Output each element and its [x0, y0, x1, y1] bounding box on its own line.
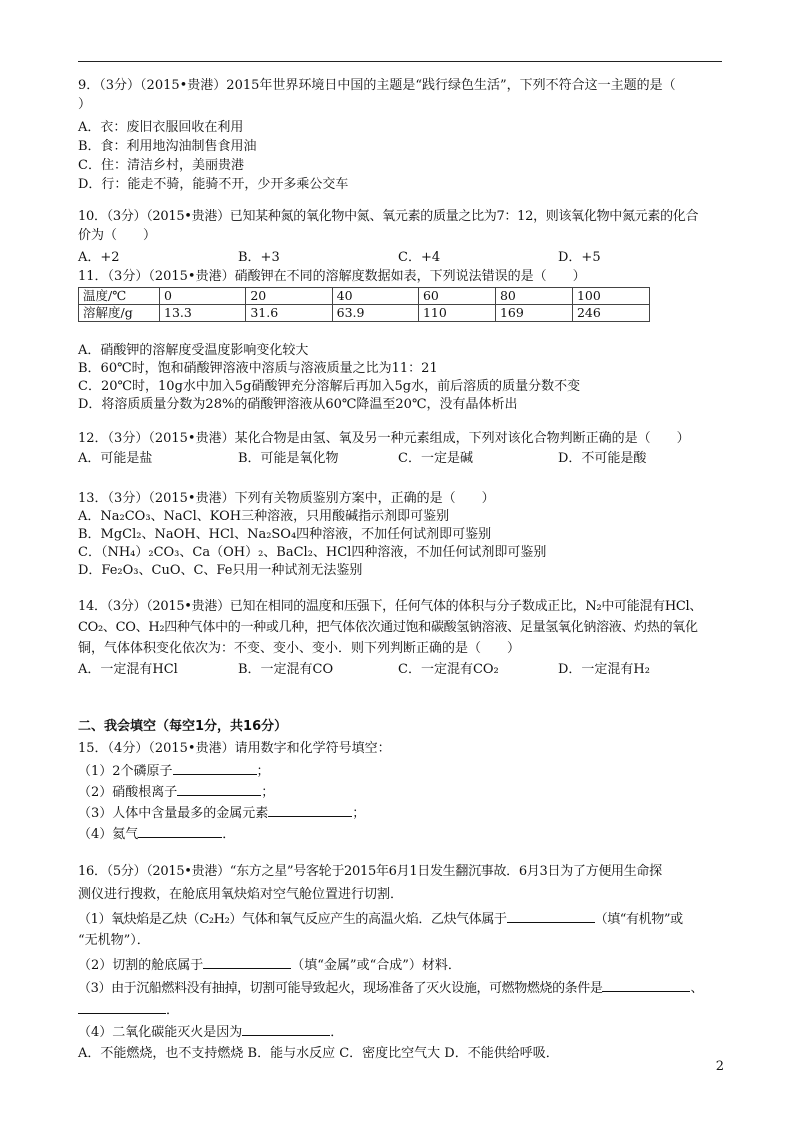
q16-item-4-options: A．不能燃烧，也不支持燃烧 B．能与水反应 C．密度比空气大 D．不能供给呼吸． — [78, 1046, 559, 1061]
q16-line2: 测仪进行搜救，在舱底用氧炔焰对空气舱位置进行切割． — [78, 887, 404, 902]
q15-stem: 15．（4分）（2015•贵港）请用数字和化学符号填空： — [78, 741, 391, 756]
q10-option-d: D．+5 — [558, 250, 601, 265]
table-cell: 31.6 — [246, 305, 332, 322]
q14-option-c: C．一定混有CO₂ — [398, 662, 499, 677]
q15-item-4 — [78, 825, 235, 844]
q10-stem-end: 价为（ ） — [78, 228, 157, 243]
q16-blank-3[interactable] — [602, 979, 690, 992]
q15-item-2-end: ； — [261, 785, 275, 800]
q9-stem-end: ） — [78, 97, 92, 112]
q15-item-3-end: ； — [352, 806, 366, 821]
q9-option-d: D．行：能走不骑，能骑不开，少开多乘公交车 — [78, 177, 349, 192]
q16-blank-1[interactable] — [507, 910, 595, 923]
q15-item-1-label: （1）2个磷原子 — [78, 764, 173, 779]
page-number: 2 — [715, 1059, 724, 1075]
q15-blank-2[interactable] — [177, 783, 261, 796]
q16-item-4-end: ． — [330, 1025, 344, 1040]
q15-item-2 — [78, 783, 274, 802]
q16-blank-5[interactable] — [242, 1023, 330, 1036]
q14-option-a: A．一定混有HCl — [78, 662, 178, 677]
q9-option-c: C．住：清洁乡村，美丽贵港 — [78, 158, 244, 173]
q14-options — [78, 661, 718, 679]
table-cell: 13.3 — [160, 305, 246, 322]
table-row — [79, 305, 650, 322]
q15-blank-4[interactable] — [138, 825, 222, 838]
q11-option-c: C．20℃时，10g水中加入5g硝酸钾充分溶解后再加入5g水，前后溶质的质量分数不变 — [78, 379, 581, 394]
q16-item-4 — [78, 1023, 343, 1042]
table-cell: 63.9 — [332, 305, 418, 322]
q16-item-4-label: （4）二氧化碳能灭火是因为 — [78, 1025, 243, 1040]
q15-blank-1[interactable] — [173, 762, 257, 775]
q16-item-2 — [78, 956, 461, 975]
q16-item-3-end: 、 — [690, 981, 704, 996]
q11-option-a: A．硝酸钾的溶解度受温度影响变化较大 — [78, 343, 309, 358]
table-cell: 169 — [495, 305, 572, 322]
q16-line1: 16．（5分）（2015•贵港）“东方之星”号客轮于2015年6月1日发生翻沉事故．6月3日为了方便用生命探 — [78, 864, 662, 879]
q16-item-3-line2-end: ． — [166, 1003, 180, 1018]
q16-item-3-label: （3）由于沉船燃料没有抽掉，切割可能导致起火，现场准备了灭火设施，可燃物燃烧的条件是 — [78, 981, 603, 996]
q13-stem: 13．（3分）（2015•贵港）下列有关物质鉴别方案中，正确的是（ ） — [78, 491, 495, 506]
q10-options — [78, 249, 718, 267]
q12-option-b: B．可能是氧化物 — [238, 451, 339, 466]
section-heading: 二、我会填空（每空1分，共16分） — [78, 719, 288, 734]
q15-item-4-end: ． — [222, 827, 236, 842]
q15-blank-3[interactable] — [268, 804, 352, 817]
table-cell: 80 — [495, 288, 572, 305]
q12-option-d: D．不可能是酸 — [558, 451, 647, 466]
q14-option-b: B．一定混有CO — [238, 662, 334, 677]
q10-option-a: A．+2 — [78, 250, 120, 265]
q12-option-a: A．可能是盐 — [78, 451, 153, 466]
table-cell: 20 — [246, 288, 332, 305]
q14-option-d: D．一定混有H₂ — [558, 662, 650, 677]
q16-blank-2[interactable] — [203, 956, 291, 969]
q10-option-c: C．+4 — [398, 250, 441, 265]
q10-option-b: B．+3 — [238, 250, 280, 265]
q16-item-1-end: （填“有机物”或 — [594, 912, 683, 927]
q14-line3: 铜，气体体积变化依次为：不变、变小、变小．则下列判断正确的是（ ） — [78, 641, 521, 656]
q15-item-4-label: （4）氦气 — [78, 827, 139, 842]
q9-option-b: B．食：利用地沟油制售食用油 — [78, 139, 257, 154]
header-rule — [78, 61, 722, 62]
q9-stem: 9．（3分）（2015•贵港）2015年世界环境日中国的主题是“践行绿色生活”，下列不符合这一主题的是（ — [78, 78, 676, 93]
q16-item-1 — [78, 910, 683, 929]
q11-option-d: D．将溶质质量分数为28%的硝酸钾溶液从60℃降温至20℃，没有晶体析出 — [78, 397, 518, 412]
q13-option-d: D．Fe₂O₃、CuO、C、Fe只用一种试剂无法鉴别 — [78, 563, 363, 578]
solubility-table — [78, 287, 650, 322]
table-cell: 40 — [332, 288, 418, 305]
table-cell: 110 — [418, 305, 495, 322]
q13-option-a: A．Na₂CO₃、NaCl、KOH三种溶液，只用酸碱指示剂即可鉴别 — [78, 509, 450, 524]
q11-option-b: B．60℃时，饱和硝酸钾溶液中溶质与溶液质量之比为11：21 — [78, 361, 438, 376]
q16-item-1-label: （1）氧炔焰是乙炔（C₂H₂）气体和氧气反应产生的高温火焰．乙炔气体属于 — [78, 912, 507, 927]
q15-item-1-end: ； — [256, 764, 270, 779]
q16-blank-4[interactable] — [78, 1001, 166, 1014]
q16-item-1-line2: “无机物”）． — [78, 933, 150, 948]
table-row — [79, 288, 650, 305]
q14-line1: 14．（3分）（2015•贵港）已知在相同的温度和压强下，任何气体的体积与分子数成正比，N₂中可能混有HCl、 — [78, 599, 703, 614]
table-cell: 60 — [418, 288, 495, 305]
q15-item-3 — [78, 804, 365, 823]
q16-item-3 — [78, 979, 703, 998]
q14-line2: CO₂、CO、H₂四种气体中的一种或几种，把气体依次通过饱和碳酸氢钠溶液、足量氢氧化钠溶液、灼热的氧化 — [78, 620, 698, 635]
q10-stem: 10．（3分）（2015•贵港）已知某种氮的氧化物中氮、氧元素的质量之比为7：12，则该氧化物中氮元素的化合 — [78, 209, 699, 224]
q16-item-3-line2 — [78, 1001, 179, 1020]
q15-item-1 — [78, 762, 270, 781]
q13-option-c: C．（NH₄）₂CO₃、Ca（OH）₂、BaCl₂、HCl四种溶液，不加任何试剂即可鉴别 — [78, 545, 547, 560]
q11-stem: 11．（3分）（2015•贵港）硝酸钾在不同的溶解度数据如表，下列说法错误的是（ ） — [78, 269, 586, 284]
q15-item-3-label: （3）人体中含量最多的金属元素 — [78, 806, 269, 821]
q16-item-2-label: （2）切割的舱底属于 — [78, 958, 204, 973]
q9-option-a: A．衣：废旧衣服回收在利用 — [78, 120, 244, 135]
table-cell: 0 — [160, 288, 246, 305]
q16-item-2-end: （填“金属”或“合成”）材料． — [291, 958, 461, 973]
table-cell: 100 — [572, 288, 649, 305]
q15-item-2-label: （2）硝酸根离子 — [78, 785, 178, 800]
q12-option-c: C．一定是碱 — [398, 451, 473, 466]
table-cell: 246 — [572, 305, 649, 322]
table-cell: 温度/℃ — [79, 288, 160, 305]
q12-options — [78, 450, 718, 468]
table-cell: 溶解度/g — [79, 305, 160, 322]
q12-stem: 12．（3分）（2015•贵港）某化合物是由氢、氧及另一种元素组成，下列对该化合物判断正确的是（ ） — [78, 431, 690, 446]
q13-option-b: B．MgCl₂、NaOH、HCl、Na₂SO₄四种溶液，不加任何试剂即可鉴别 — [78, 527, 492, 542]
